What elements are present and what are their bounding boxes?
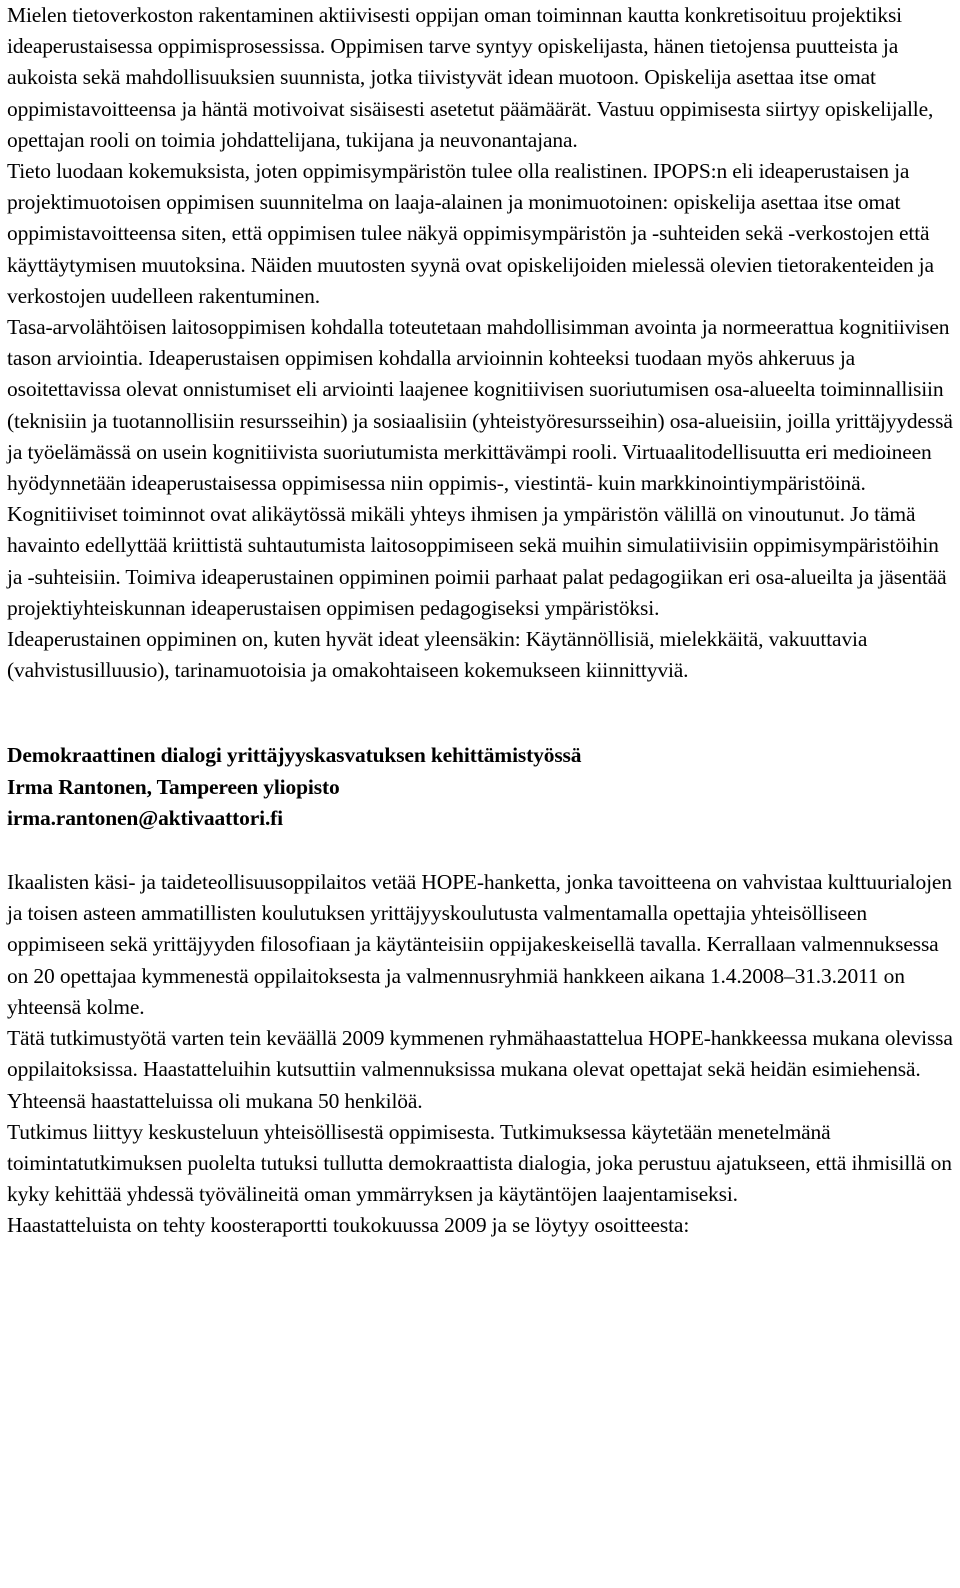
- paragraph: Ideaperustainen oppiminen on, kuten hyvät ideat yleensäkin: Käytännöllisiä, mielekkäitä, vakuuttavia (vahvistusilluusio), tarinamuotoisia ja omakohtaiseen kokemukseen kiinnittyviä.: [7, 627, 868, 683]
- paragraph: Haastatteluista on tehty koosteraportti toukokuussa 2009 ja se löytyy osoitteesta:: [7, 1213, 690, 1238]
- article-title: Demokraattinen dialogi yrittäjyyskasvatuksen kehittämistyössä: [7, 743, 582, 768]
- section-ideaperustainen: [7, 0, 953, 686]
- section-hope: [7, 867, 953, 1241]
- paragraph: Tätä tutkimustyötä varten tein keväällä 2009 kymmenen ryhmähaastattelua HOPE-hankkeessa mukana olevissa oppilaitoksissa. Haastatteluihin kutsuttiin valmennuksissa mukana olevat opettajat sekä heidän esimiehensä. Yhteensä haastatteluissa oli mukana 50 henkilöä.: [7, 1026, 953, 1113]
- paragraph: Kognitiiviset toiminnot ovat alikäytössä mikäli yhteys ihmisen ja ympäristön välillä on vinoutunut. Jo tämä havainto edellyttää kriittistä suhtautumista laitosoppimiseen sekä muihin simulatiivisiin oppimisympäristöihin ja -suhteisiin. Toimiva ideaperustainen oppiminen poimii parhaat palat pedagogiikan eri osa-alueilta ja jäsentää projektiyhteiskunnan ideaperustaisen oppimisen pedagogiseksi ympäristöksi.: [7, 502, 947, 620]
- paragraph: Ikaalisten käsi- ja taideteollisuusoppilaitos vetää HOPE-hanketta, jonka tavoitteena on vahvistaa kulttuurialojen ja toisen asteen ammatillisten koulutuksen yrittäjyyskoulutusta valmentamalla opettajia yhteisölliseen oppimiseen sekä yrittäjyyden filosofiaan ja käytänteisiin oppijakeskeisellä tavalla. Kerrallaan valmennuksessa on 20 opettajaa kymmenestä oppilaitoksesta ja valmennusryhmiä hankkeen aikana 1.4.2008–31.3.2011 on yhteensä kolme.: [7, 870, 952, 1019]
- paragraph: Tasa-arvolähtöisen laitosoppimisen kohdalla toteutetaan mahdollisimman avointa ja normeerattua kognitiivisen tason arviointia. Ideaperustaisen oppimisen kohdalla arvioinnin kohteeksi tuodaan myös ahkeruus ja osoitettavissa olevat onnistumiset eli arviointi laajenee kognitiivisen suoriutumisen osa-alueelta toiminnallisiin (teknisiin ja tuotannollisiin resursseihin) ja sosiaalisiin (yhteistyöresursseihin) osa-alueisiin, joilla yrittäjyydessä ja työelämässä on usein kognitiivista suoriutumista merkittävämpi rooli. Virtuaalitodellisuutta eri medioineen hyödynnetään ideaperustaisessa oppimisessa niin oppimis-, viestintä- kuin markkinointiympäristöinä.: [7, 315, 953, 496]
- paragraph: Mielen tietoverkoston rakentaminen aktiivisesti oppijan oman toiminnan kautta konkretisoituu projektiksi ideaperustaisessa oppimisprosessissa. Oppimisen tarve syntyy opiskelijasta, hänen tietojensa puutteista ja aukoista sekä mahdollisuuksien suunnista, jotka tiivistyvät idean muotoon. Opiskelija asettaa itse omat oppimistavoitteensa ja häntä motivoivat sisäisesti asetetut päämäärät. Vastuu oppimisesta siirtyy opiskelijalle, opettajan rooli on toimia johdattelijana, tukijana ja neuvonantajana.: [7, 3, 934, 152]
- document-page: [7, 0, 953, 1242]
- paragraph: Tieto luodaan kokemuksista, joten oppimisympäristön tulee olla realistinen. IPOPS:n eli ideaperustaisen ja projektimuotoisen oppimisen suunnitelma on laaja-alainen ja monimuotoinen: opiskelija asettaa itse omat oppimistavoitteensa siten, että oppimisen tulee näkyä oppimisympäristön ja -suhteiden sekä -verkostojen että käyttäytymisen muutoksina. Näiden muutosten syynä ovat opiskelijoiden mielessä olevien tietorakenteiden ja verkostojen uudelleen rakentuminen.: [7, 159, 934, 308]
- article-author: Irma Rantonen, Tampereen yliopisto: [7, 774, 340, 799]
- article-email: irma.rantonen@aktivaattori.fi: [7, 805, 284, 830]
- article-header: [7, 740, 953, 834]
- paragraph: Tutkimus liittyy keskusteluun yhteisöllisestä oppimisesta. Tutkimuksessa käytetään menetelmänä toimintatutkimuksen puolelta tutuksi tullutta demokraattista dialogia, joka perustuu ajatukseen, että ihmisillä on kyky kehittää yhdessä työvälineitä oman ymmärryksen ja käytäntöjen laajentamiseksi.: [7, 1119, 952, 1207]
